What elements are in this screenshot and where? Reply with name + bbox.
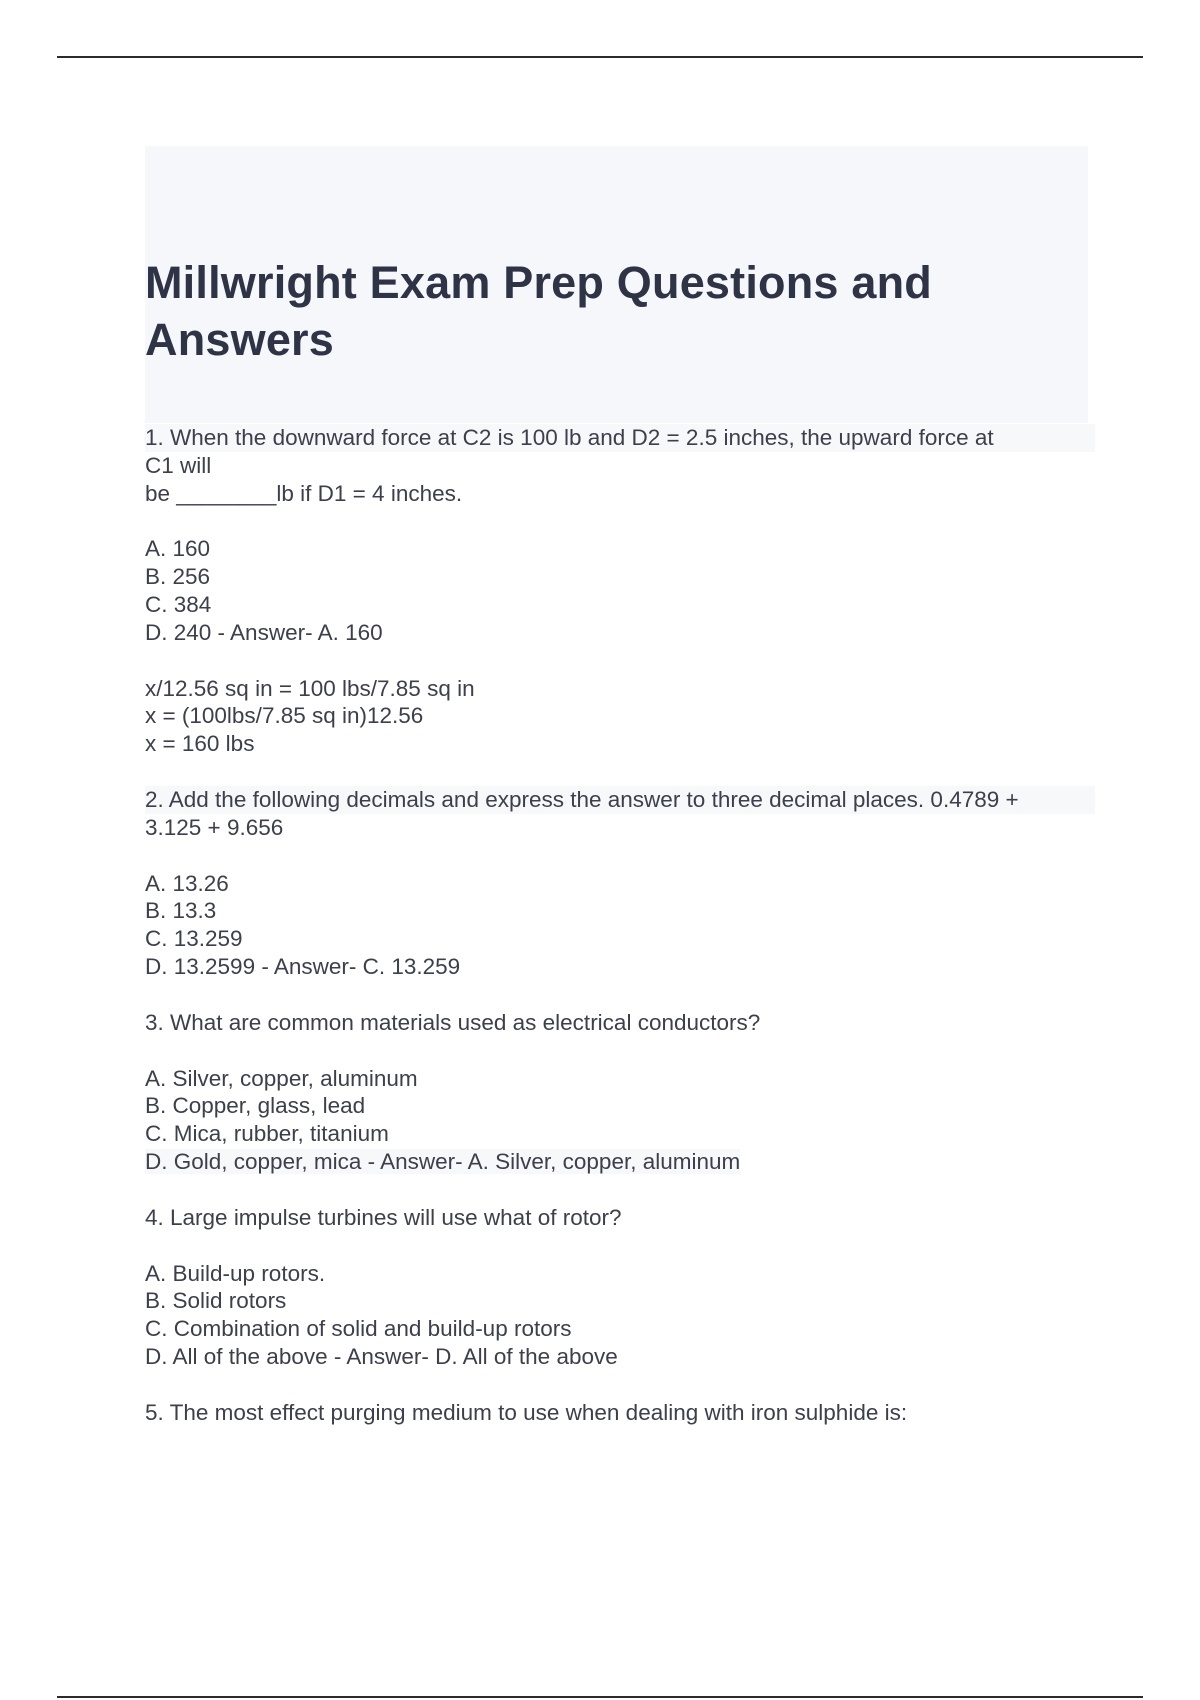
option-d-answer: D. All of the above - Answer- D. All of the above [145,1343,618,1369]
option-b: B. 256 [145,564,211,590]
option-c: C. Combination of solid and build-up rotors [145,1316,572,1342]
question-5 [145,1399,1095,1427]
option-d-answer [145,1148,1095,1176]
option-c: C. 13.259 [145,926,243,952]
question-4-options [145,1260,1095,1371]
question-4 [145,1204,1095,1232]
option-b: B. Solid rotors [145,1288,287,1314]
bottom-rule [57,1696,1143,1698]
work-line-1: x/12.56 sq in = 100 lbs/7.85 sq in [145,675,475,701]
question-4-text: 4. Large impulse turbines will use what of rotor? [145,1204,622,1230]
option-d-answer: D. 240 - Answer- A. 160 [145,619,383,645]
option-b: B. Copper, glass, lead [145,1093,366,1119]
option-c: C. Mica, rubber, titanium [145,1121,389,1147]
option-d-answer-text: D. Gold, copper, mica - Answer- A. Silver, copper, aluminum [145,1148,741,1174]
question-1-options [145,535,1095,646]
question-1-be: be [145,480,177,506]
work-line-3: x = 160 lbs [145,731,255,757]
document-title [145,254,1088,368]
title-line-1: Millwright Exam Prep Questions and [145,257,932,308]
option-a: A. Build-up rotors. [145,1260,326,1286]
option-a: A. Silver, copper, aluminum [145,1065,418,1091]
question-2-text-line-1: 2. Add the following decimals and express the answer to three decimal places. 0.4789 + [145,786,1095,814]
question-3-options [145,1065,1095,1176]
option-c: C. 384 [145,591,212,617]
question-1-text-line-1: 1. When the downward force at C2 is 100 lb and D2 = 2.5 inches, the upward force at [145,424,1095,452]
answer-blank: ________ [176,480,277,506]
work-line-2: x = (100lbs/7.85 sq in)12.56 [145,703,424,729]
option-a: A. 13.26 [145,870,229,896]
question-3-text: 3. What are common materials used as electrical conductors? [145,1009,761,1035]
question-2-text-line-2: 3.125 + 9.656 [145,814,284,840]
question-1-tail: lb if D1 = 4 inches. [276,480,463,506]
question-5-text: 5. The most effect purging medium to use when dealing with iron sulphide is: [145,1399,908,1425]
title-block [145,146,1088,423]
top-rule [57,56,1143,58]
question-2 [145,786,1095,842]
title-line-2: Answers [145,314,334,365]
option-a: A. 160 [145,536,211,562]
document-body [145,424,1095,1455]
option-d-answer: D. 13.2599 - Answer- C. 13.259 [145,953,461,979]
question-1-text-line-2: C1 will [145,452,212,478]
question-3 [145,1009,1095,1037]
question-2-options [145,870,1095,981]
question-1 [145,424,1095,507]
option-b: B. 13.3 [145,898,217,924]
question-1-text-line-3 [145,480,1095,508]
question-1-work [145,675,1095,758]
